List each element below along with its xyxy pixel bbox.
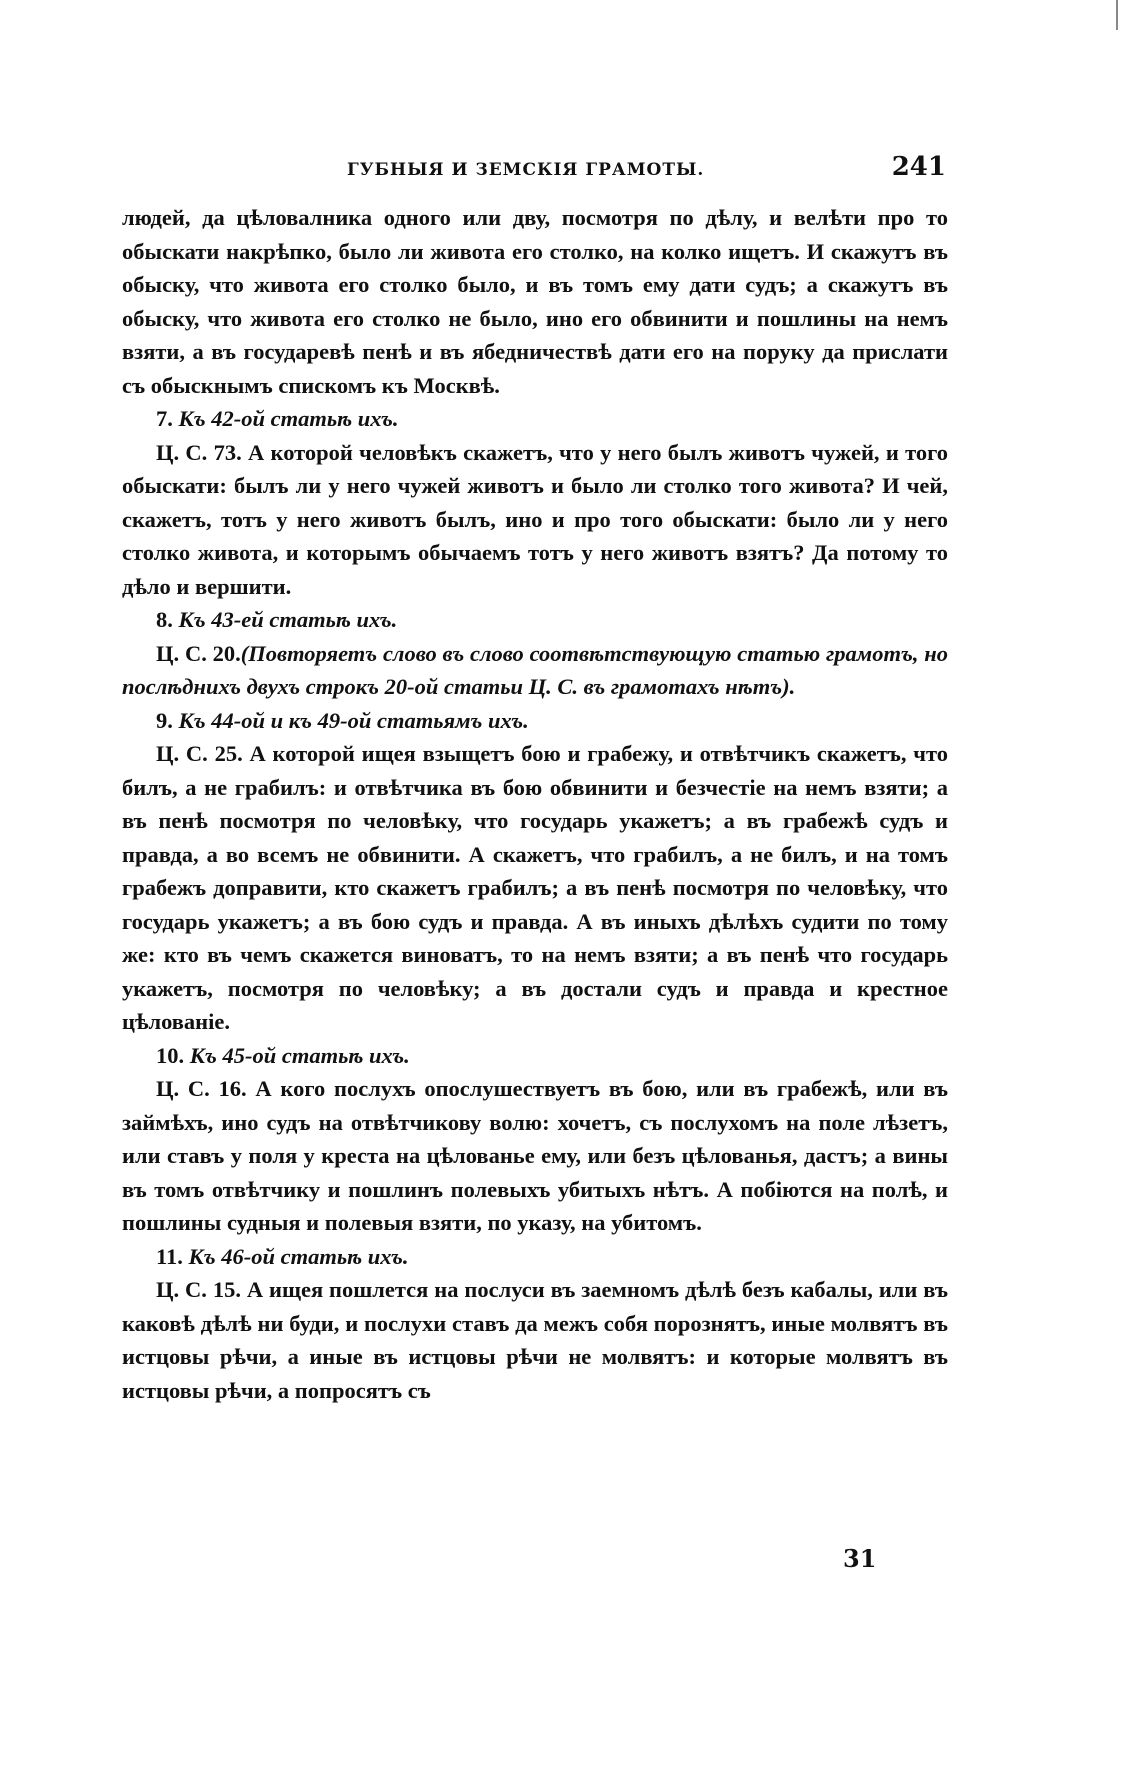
section-number: 10. bbox=[156, 1042, 185, 1068]
section-heading-10 bbox=[122, 1039, 948, 1073]
section-heading-11 bbox=[122, 1240, 948, 1274]
paragraph-5: Ц. С. 16. А кого послухъ опослушествуетъ въ бою, или въ грабежѣ, или въ займѣхъ, ино судъ на отвѣтчикову волю: хочетъ, съ послухомъ на поле лѣзетъ, или ставъ у поля у креста на цѣлованье ему, или безъ цѣлованья, дастъ; а вины въ томъ отвѣтчику и пошлинъ полевыхъ убитыхъ нѣтъ. А побіются на полѣ, и пошлины судныя и полевыя взяти, по указу, на убитомъ. bbox=[122, 1076, 948, 1235]
editorial-note: (Повторяетъ слово въ слово соотвѣтствующую статью грамотъ, но послѣднихъ двухъ строкъ 20-ой статьи Ц. С. въ грамотахъ нѣтъ). bbox=[122, 640, 949, 699]
article-lead: Ц. С. 20. bbox=[156, 640, 241, 666]
section-heading-7 bbox=[122, 402, 948, 436]
section-number: 8. bbox=[156, 607, 173, 632]
section-reference: Къ 43-ей статьѣ ихъ. bbox=[178, 607, 398, 632]
section-heading-9 bbox=[122, 704, 948, 738]
paragraph-4: Ц. С. 25. А которой ищея взыщетъ бою и грабежу, и отвѣтчикъ скажетъ, что билъ, а не грабилъ: и отвѣтчика въ бою обвинити и безчестіе на немъ взяти; а въ пенѣ посмотря по человѣку, что государь укажетъ; а въ грабежѣ судъ и правда, а во всемъ не обвинити. А скажетъ, что грабилъ, а не билъ, и на томъ грабежъ доправити, кто скажетъ грабилъ; а въ пенѣ посмотря по человѣку, что государь укажетъ; а въ бою судъ и правда. А въ иныхъ дѣлѣхъ судити по тому же: кто въ чемъ скажется виноватъ, то на немъ взяти; а въ пенѣ что государь укажетъ, посмотря по человѣку; а въ достали судъ и правда и крестное цѣлованіе. bbox=[122, 741, 948, 1034]
signature-mark: 31 bbox=[843, 1544, 877, 1573]
section-reference: Къ 42-ой статьѣ ихъ. bbox=[178, 406, 399, 431]
section-heading-8 bbox=[122, 603, 948, 637]
running-title: ГУБНЫЯ И ЗЕМСКІЯ ГРАМОТЫ. bbox=[347, 160, 705, 180]
paragraph-2: Ц. С. 73. А которой человѣкъ скажетъ, что у него былъ животъ чужей, и того обыскати: былъ ли у него чужей животъ и было ли столко того живота? И чей, скажетъ, тотъ у него животъ былъ, ино и про того обыскати: было ли у него столко живота, и которымъ обычаемъ тотъ у него животъ взятъ? Да потому то дѣло и вершити. bbox=[122, 439, 948, 599]
page-header bbox=[122, 148, 948, 188]
section-number: 7. bbox=[156, 406, 173, 431]
section-reference: Къ 44-ой и къ 49-ой статьямъ ихъ. bbox=[178, 707, 529, 733]
paragraph-3 bbox=[122, 637, 948, 704]
paragraph-6: Ц. С. 15. А ищея пошлется на послуси въ заемномъ дѣлѣ безъ кабалы, или въ каковѣ дѣлѣ ни буди, и послухи ставъ да межъ собя порознятъ, иные молвятъ въ истцовы рѣчи, а иные въ истцовы рѣчи не молвятъ: и которые молвятъ въ истцовы рѣчи, а попросятъ съ bbox=[122, 1277, 948, 1403]
page-body bbox=[122, 201, 948, 1407]
section-number: 9. bbox=[156, 707, 173, 733]
section-reference: Къ 45-ой статьѣ ихъ. bbox=[189, 1042, 410, 1068]
scan-edge-mark bbox=[1116, 0, 1118, 30]
section-reference: Къ 46-ой статьѣ ихъ. bbox=[188, 1243, 409, 1269]
page-number: 241 bbox=[891, 152, 946, 182]
section-number: 11. bbox=[156, 1243, 183, 1269]
paragraph-1: людей, да цѣловалника одного или дву, посмотря по дѣлу, и велѣти про то обыскати накрѣпко, было ли живота его столко, на колко ищетъ. И скажутъ въ обыску, что живота его столко было, и въ томъ ему дати судъ; а скажутъ въ обыску, что живота его столко не было, ино его обвинити и пошлины на немъ взяти, а въ государевѣ пенѣ и въ ябедничествѣ дати его на поруку да прислати съ обыскнымъ спискомъ къ Москвѣ. bbox=[122, 205, 948, 398]
